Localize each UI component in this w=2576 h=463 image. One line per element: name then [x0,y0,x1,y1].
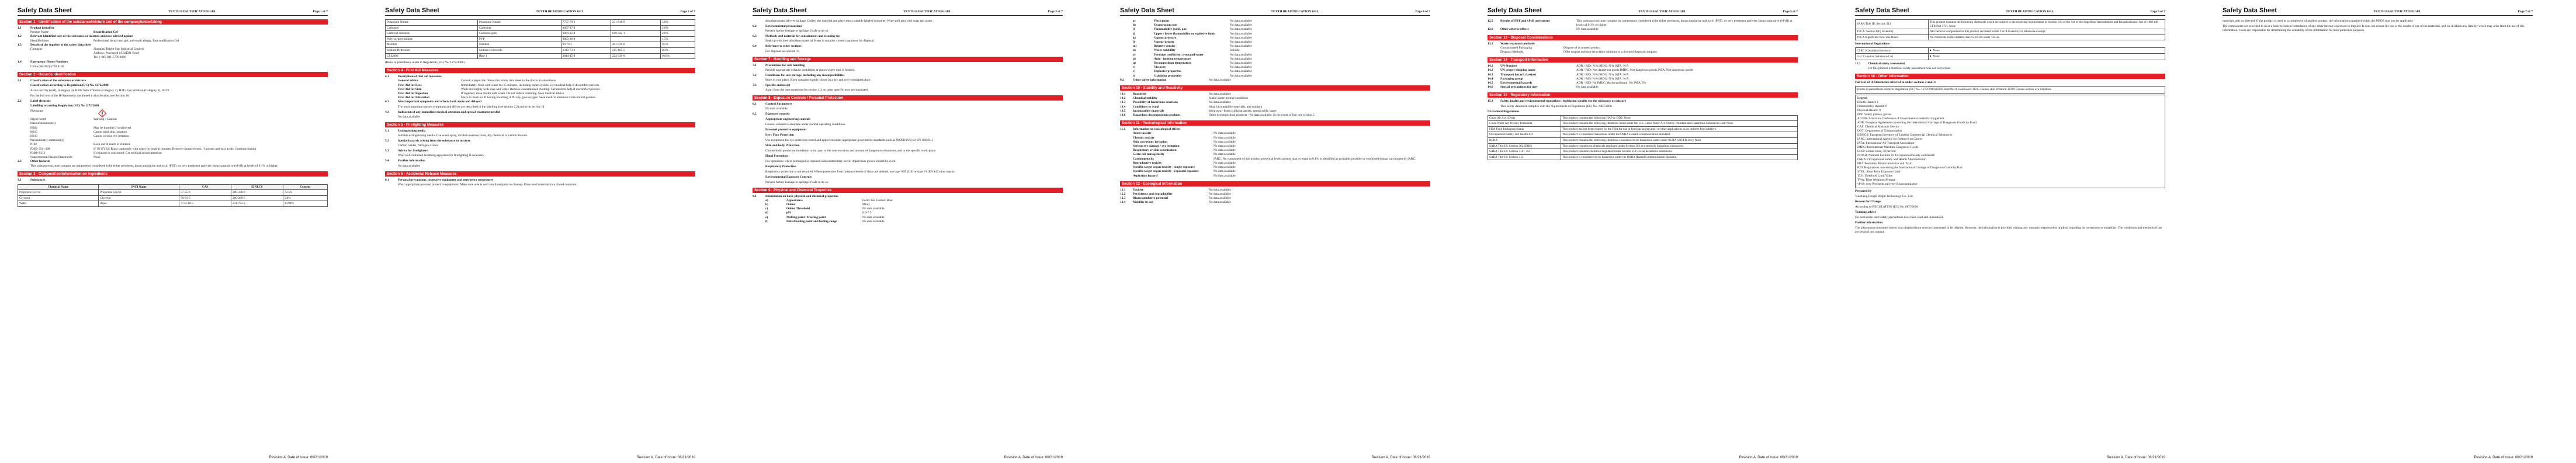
list-item: 10.6 Hazardous decomposition products Other decomposition products - No data available. In the event of fire: see section 5 [1120,113,1315,118]
list-item: Skin corrosion / irritation No data available [1133,140,1236,144]
symptoms-text: The most important known symptoms and effects are described in the labelling (see section 2.2) and/or in section 11. [398,105,546,109]
row-9-2: 9.2 Other safety information No data available [1120,78,1231,82]
respiratory-protection-title: Respiratory Protection [765,164,796,168]
list-item: TLV: Threshold Limit Value [1857,174,1892,178]
prepared-by-label: Prepared by [1855,189,1872,193]
list-item: e) Melting point / freezing point No data available [765,215,885,219]
product-line: TEXTH BEAUTIFICATION GEL [168,10,217,13]
page-number: Page 7 of 7 [2518,10,2533,13]
prepared-by: Yuncheng Hengli Bright Technology Co., Ltd. [1855,194,1913,198]
table-row: Menthol Menthol 89-78-1 201-939-0 0.5% [386,42,695,48]
table-row: Clean Water Act Priority Pollutants This product contains the following chemicals listed under the U.S. Clean Water Act Priority Pollutant and Hazardous Substances List: None [1488,121,1798,127]
table-row: Water Aqua 7732-18-5 231-791-2 10.99% [18,201,328,207]
environmental-text: Prevent further leakage or spillage if safe to do so. [765,29,829,33]
exclamation-pictogram-icon [98,109,106,118]
section-7-heading: Section 7 - Handling and Storage [753,57,1063,62]
legend-title: Legend [1857,96,1867,100]
personal-precautions-text: Wear appropriate personal protective equipment. Make sure area is well ventilated prior to cleanup. Place used materials in a closed container. [398,182,577,186]
engineering-controls-title: Appropriate engineering controls [765,117,810,121]
medical-attention-text: No data available [398,115,420,119]
list-item: ADR: European Agreement concerning the International Carriage of Dangerous Goods by Road [1857,120,1977,125]
section-2-heading: Section 2 - Hazards Identification [18,72,328,77]
row-first-aid-ingestion: First Aid for Ingestion If ingested, rinse mouth with water. Do not induce vomiting. Seek medical advice. [398,91,565,95]
list-item: 12.3 Bioaccumulative potential No data available [1120,196,1231,201]
page-4 [1107,0,1443,463]
page-number: Page 6 of 7 [2150,10,2165,13]
product-line: TEXTH BEAUTIFICATION GEL [1638,10,1687,13]
section-16-heading: Section 16 - Other Information [1855,74,2165,79]
further-info-label: Further information [1855,220,1883,224]
table-row: Glycerol Glycerin 56-81-5 200-289-5 5.0% [18,195,328,201]
row-1-2: 1.2 Relevant identified uses of the substance or mixture and uses advised against [18,34,134,39]
section-11-heading: Section 11 - Toxicological Information [1120,120,1430,126]
h-statements-box: (Items in parenthesis relate to Regulation (EC) No. 1272/2008) H302 Harmful if swallowed. H315 Causes skin irritation. H319 Causes serious eye irritation. [1855,86,2165,94]
product-line: TEXTH BEAUTIFICATION GEL [536,10,584,13]
row-5-1: 5.1 Extinguishing media [385,129,426,133]
further-info-text: The information presented herein was obtained from sources considered to be reliable. However, the information is provided without any warranty, expressed or implied, regarding its correctness or suitability. The conditions and methods of use are beyond our control. [1855,226,2162,234]
reason-label: Reason for Change [1855,199,1881,203]
table-row: List: Canadian Substance List ■ None [1856,54,2165,60]
section-12-heading: Section 12 - Ecological Information [1120,181,1430,186]
page-header [385,7,695,16]
list-item: Germ cell mutagenicity No data available [1133,153,1236,157]
list-item: LD50: Lethal Dose, 50 percent [1857,149,1896,153]
page-6 [1842,0,2178,463]
list-item: d) pH 6.0-7.5 [765,211,872,215]
section-4-heading: Section 4 - First Aid Measures [385,68,695,73]
special-hazards-text: Carbon oxides, Nitrogen oxides [398,144,438,148]
table-row: CI 42090 Blue 1 3844-45-9 223-339-8 0.01% [386,53,695,59]
table-header-row: Chemical Name INCI Name CAS EINECS Content [18,184,328,190]
row-1-4: 1.4 Emergency Phone Numbers [18,60,68,64]
section-14-heading: Section 14 - Transport Information [1488,57,1798,63]
row-tel: Tel: (+86) 021-5778 4666 [93,56,126,60]
row-6-3: 6.3 Methods and material for containment and cleaning up [753,34,840,39]
composition-table [18,184,328,207]
list-item: h) Evaporation rate No data available [1133,23,1252,27]
row-13-1: 13.1 Waste treatment methods [1488,42,1535,46]
row-first-aid-skin: First Aid for Skin Wash thoroughly with soap and water. Remove contaminated clothing. Get medical help if discomfort persists. [398,87,601,91]
list-item: OSHA: Occupational Safety and Health Administration [1857,157,1926,161]
international-title: International Regulations [1855,42,1890,46]
doc-title: Safety Data Sheet [1855,7,1909,14]
row-signal-word: Signal word Warning / Caution [30,118,117,122]
other-hazards-text: This substance/mixture contains no components considered to be either persistent, bioaccumulative and toxic (PBT), or very persistent and very bioaccumulative (vPvB) at levels of 0.1% or higher. [30,164,278,168]
list-item: s) Explosive properties No data available [1133,70,1252,74]
row-15-1: 15.1 Safety, health and environmental regulations / legislation specific for the substance or mixture [1488,99,1627,103]
table-row: CSRC (Canadian Inventory) ■ None [1856,48,2165,54]
table-row: SARA Title III: Section 302 (EHS) This product contains no chemicals regulated under Section 302 as extremely hazardous substances. [1488,143,1798,149]
row-first-aid-inhalation: First Aid for Inhalation Move to fresh air. If having breathing difficulty, give oxygen. Seek medical attention if discomfort persists. [398,96,597,100]
doc-title: Safety Data Sheet [385,7,439,14]
list-item: DOT: Department of Transportation [1857,129,1902,133]
list-item: 10.2 Chemical stability Stable under normal conditions [1120,96,1249,101]
row-4-1: 4.1 Description of first aid measures [385,75,442,79]
table-row: Sodium Hydroxide Sodium Hydroxide 1310-73-2 215-185-5 0.3% [386,47,695,53]
section-5-heading: Section 5 - Firefighting Measures [385,122,695,127]
list-item: 12.4 Mobility in soil No data available [1120,201,1231,205]
list-item: 10.5 Incompatible materials Keep away from oxidizing agents, strong acids, bases [1120,109,1277,113]
environmental-controls-text: Prevent further leakage or spillage if safe to do so. [765,180,829,184]
respiratory-protection-text: Respiratory protection is not required. Where protection from nuisance levels of dusts are desired, use type N95 (US) or type P1 (EN 143) dust masks. [765,170,955,174]
list-item: 14.3 Transport hazard class(es) ADR / RID: N/A IMDG: N/A IATA: N/A [1488,72,1629,77]
list-item: 12.1 Toxicity No data available [1120,188,1231,192]
product-line: TEXTH BEAUTIFICATION GEL [1271,10,1319,13]
skin-protection-text: Choose body protection in relation to its type, to the concentration and amount of dangerous substances, and to the specific work-place. [765,148,937,153]
labelling-title: Labelling according Regulation (EC) No 1272/2008 [30,104,99,108]
doc-title: Safety Data Sheet [2223,7,2277,14]
row-7-3: 7.3 Specific end use(s) [753,84,791,88]
list-item: 10.4 Conditions to avoid Heat, incompatible materials, and sunlight [1120,105,1263,109]
row-5-3: 5.3 Advice for firefighters [385,149,428,153]
section-13-heading: Section 13 - Disposal Considerations [1488,35,1798,40]
chemical-safety-text: For this product a chemical safety assessment was not carried out. [1868,66,1951,70]
page-header [2223,7,2533,16]
row-2-1: 2.1 Classification of the substance or mixture [18,78,86,82]
row-identified-uses: Identified uses Professional dental use, gel, anti-tooth allergy, Rejuvenification Gel [30,39,179,43]
row-1-1: 1.1 Product identifier [18,26,55,30]
regulations-table [1488,115,1798,161]
containment-text: Soak up with inert absorbent material. Keep in suitable, closed containers for disposal. [765,39,875,43]
table-row: Occupational Safety and Health Act This product is considered hazardous under the OSHA Hazard Communication Standard. [1488,132,1798,138]
table-row: SARA Title III: Section 313 This product is considered to be hazardous under the OSHA Hazard Communication Standard. [1488,154,1798,160]
list-item: 14.1 UN-Number ADR / RID: N/A IMDG: N/A IATA: N/A [1488,64,1629,68]
list-item: EINECS: European Inventory of Existing Commercial Chemical Substances [1857,133,1953,137]
page-header [1488,7,1798,16]
reference-text: For disposal see section 13. [765,49,800,53]
skin-protection-title: Skin and body Protection [765,143,800,147]
list-item: Contaminated Packaging Dispose of as unused product [1500,46,1601,50]
row-hazard-statements: Hazard statement(s) [30,122,56,126]
list-item: NIOSH: National Institute for Occupational Safety and Health [1857,153,1935,157]
row-pictogram: Pictogram [18,109,328,118]
row-6-1: 6.1 Personal precautions, protective equipment and emergency procedures [385,178,493,182]
list-item: Flammability Hazard: 0 [1857,104,1887,108]
composition-table-continued [385,19,695,59]
list-item: 12.2 Persistence and degradability No data available [1120,192,1231,196]
row-15-2: 15.2 Chemical safety assessment [1855,61,1905,65]
engineering-controls-text: General exhaust is adequate under normal operating conditions. [765,122,846,126]
table-row: Propylene Glycol Propylene Glycol 57-55-6 200-338-0 72.5% [18,190,328,196]
page-header [1855,7,2165,16]
row-company: Company Shanghai Bright Star Industrial Limited [30,47,144,51]
list-item: g) Flash point No data available [1133,19,1252,23]
firefighter-advice-text: Wear self-contained breathing apparatus for firefighting if necessary. [398,154,485,158]
training-text: Do not handle until safety precautions have been read and understood. [1855,215,1944,219]
classification-text: Acute toxicity (oral), (Category 4), H302 Skin irritation (Category 2), H315 Eye irritation (Category 2), H319 [30,89,169,93]
list-item: PPE: Safety glasses, gloves [1857,112,1892,116]
row-supplemental: Supplemental Hazard Statements None [30,156,100,160]
row-address: Address: Provinced of B2D21 Road [93,51,139,56]
row-5-4: 5.4 Further information [385,159,426,163]
table-row: RCRA This product contains the following chemicals considered to be hazardous waste under RCRA (40CFR 261): None [1488,138,1798,144]
environmental-controls-title: Environmental Exposure Controls [765,175,812,179]
table-row: TSCA: Section 8(b) Inventory All chemical components in this product are listed on the TSCA inventory or otherwise exempt. [1856,29,2165,35]
section-6-heading: Section 6 - Accidental Release Measures [385,171,695,177]
page-7 [2210,0,2546,463]
page-number: Page 1 of 7 [313,10,328,13]
row-p305: P305+351+338 IF IN EYES: Rinse cautiously with water for several minutes. Remove contact lenses, if present and easy to do. Continue rinsing [30,147,256,151]
page-number: Page 5 of 7 [1783,10,1798,13]
list-item: m) Relative density No data available [1133,44,1252,49]
row-general-advice: General advice Consult a physician. Show this safety data sheet to the doctor in attendance. [398,79,557,83]
list-item: 14.5 Environmental hazards ADR / RID: No IMDG Marine pollutant: No IATA: No [1488,81,1646,85]
doc-title: Safety Data Sheet [753,7,807,14]
emergency-number: China (86-021) 5778 4136 [30,64,64,68]
disclaimer-text-2: The components are provided to us in a basic technical formulation of any other interest expressed or implied. It does not ensure the use or the results of use of the materials, and we disclaim any liability which may arise from the use of this information. Users are responsible for determining the suitability of the information for their particular purposes. [2223,25,2525,32]
table-row: SARA Title III: Section 313 This product contains the following chemicals which are subject to the reporting requirements of Section 313 of the Act of the Superfund Amendments and Reauthorization Act of 1986 (40 CFR Part 372): None [1856,20,2165,29]
list-item: Carcinogenicity IARC: No component of this product present at levels greater than or equal to 0.1% is identified as probable, possible or confirmed human carcinogen by IARC. [1133,157,1416,161]
doc-title: Safety Data Sheet [1488,7,1542,14]
list-item: IARC: International Agency for Research on Cancer [1857,137,1923,141]
product-line: TEXTH BEAUTIFICATION GEL [903,10,952,13]
list-item: Health Hazard: 1 [1857,100,1879,104]
list-item: TWA: Time Weighted Average [1857,178,1896,182]
list-item: IMDG: International Maritime Dangerous Goods [1857,145,1919,149]
revision-footer: Revision A, Date of Issue: 06/21/2019 [269,456,328,459]
list-item: 14.6 Special precautions for user No data available [1488,85,1599,89]
row-h319: H319 Causes serious eye irritation [30,134,129,139]
list-item: o) Partition coefficient: n-octanol/water No data available [1133,53,1252,57]
table-row: SARA Title III: Section 311 / 312 This product contains chemicals regulated under Section 311/312 as hazardous substances. [1488,149,1798,155]
list-item: IATA: International Air Transport Association [1857,141,1915,145]
row-product-name: Product Name Beautification Gel [30,30,118,34]
list-item: i) Flammability (solid, gas) No data available [1133,27,1252,32]
list-item: Chronic toxicity No data available [1133,136,1236,140]
row-h302: H302 May be harmful if swallowed [30,126,131,130]
row-4-2: 4.2 Most important symptoms and effects, both acute and delayed [385,100,481,104]
list-item: 12.5 Results of PBT and vPvB assessment This substance/mixture contains no components considered to be either persistent, bioaccumulative and toxic (PBT), or very persistent and very bioaccumulative (vPvB) at levels of 0.1% or higher. [1488,19,1793,27]
list-item: CAS: Chemical Abstracts Service [1857,125,1899,129]
ppe-title: Personal protective equipment [765,127,807,132]
list-item: 12.6 Other adverse effects No data available [1488,27,1599,32]
list-item: RID: Regulations concerning the International Carriage of Dangerous Goods by Rail [1857,165,1963,170]
eye-protection-text: Use equipment for eye protection tested and approved under appropriate government standards such as NIOSH (US) or EN 166(EU). [765,138,934,142]
list-item: q) Decomposition temperature No data available [1133,61,1252,65]
row-6-4: 6.4 Reference to other sections [753,44,802,49]
eye-protection-title: Eye / Face Protection [765,133,794,137]
row-2-2: 2.2 Label elements [18,99,51,103]
section-3-heading: Section 3 - Composition/information on ingredients [18,171,328,177]
extinguishing-text: Suitable extinguishing media: Use water spray, alcohol-resistant foam, dry chemical or carbon dioxide. [398,133,528,137]
page-2 [372,0,708,463]
row-precautionary: Precautionary statement(s) [30,139,64,143]
list-item: 10.3 Possibility of hazardous reactions No data available [1120,101,1231,105]
row-6-2: 6.2 Environmental precautions [753,25,802,28]
row-5-2: 5.2 Special hazards arising from the substance or mixture [385,139,471,143]
classification-note: For the full text of the H-Statements mentioned in this Section, see Section 16. [30,94,130,98]
revision-footer: Revision A, Date of Issue: 06/21/2019 [1739,456,1798,459]
row-11-1: 11.1 Information on toxicological effects [1120,127,1181,132]
page-1 [5,0,341,463]
training-label: Training advice [1855,210,1876,214]
list-item: Acute toxicity No data available [1133,132,1236,136]
properties-list [1120,19,1430,78]
list-item: Physical Hazard: 0 [1857,108,1881,112]
list-item: 14.2 UN proper shipping name ADR / RID: Not dangerous goods IMDG: Not dangerous goods IATA: Not dangerous goods [1488,68,1693,72]
row-8-2: 8.2 Exposure controls [753,112,790,116]
revision-footer: Revision A, Date of Issue: 06/21/2019 [2474,456,2533,459]
further-info-text: No data available [398,164,420,168]
product-line: TEXTH BEAUTIFICATION GEL [2373,10,2422,13]
page-number: Page 2 of 7 [680,10,695,13]
list-item: Serious eye damage / eye irritation No data available [1133,144,1236,148]
table-row: Clean Air Act (CAA) This product contains the following HAP or ODS: None [1488,115,1798,121]
list-item: Respiratory or skin sensitization No data available [1133,148,1236,153]
product-line: TEXTH BEAUTIFICATION GEL [2006,10,2054,13]
end-use-text: Apart from the uses mentioned in section 1.2 no other specific uses are stipulated [765,88,868,92]
section-15-heading: Section 15 - Regulatory Information [1488,92,1798,98]
storage-text: Store in cool place. Keep container tightly closed in a dry and well-ventilated place. [765,78,871,82]
international-table [1855,47,2165,60]
table-note: (Items in parenthesis relate to Regulation (EC) No. 1272/2008) [385,61,465,65]
reason-text: According to REGULATION (EC) No 1907/2006 [1855,205,1918,209]
control-params-text: No data available [765,107,788,111]
row-first-aid-eyes: First Aid for Eyes Immediately flush with water for 15 minutes, including under eyelids. Get medical help if discomfort persists. [398,83,600,87]
revision-footer: Revision A, Date of Issue: 06/21/2019 [1004,456,1063,459]
row-7-2: 7.2 Conditions for safe storage, including any incompatibilities [753,73,845,77]
list-item: r) Viscosity No data available [1133,65,1252,70]
row-2-3: 2.3 Other hazards [18,160,50,164]
list-item: k) Vapour pressure No data available [1133,36,1252,40]
revision-footer: Revision A, Date of Issue: 06/21/2019 [1371,456,1430,459]
table-row: Carbomer Carbomer 9007-17-4 2.0% [386,25,695,31]
list-item: j) Upper / lower flammability or explosive limits No data available [1133,32,1252,36]
section-9-heading: Section 9 - Physical and Chemical Properties [753,188,1063,193]
disclaimer-text-1: materials only as directed. If the product is used as a component of another product, the information contained within the MSDS may not be applicable. [2223,19,2414,23]
hand-protection-title: Hand Protection [765,154,788,158]
list-item: vPvB: very Persistent and very Bioaccumulative [1857,182,1918,186]
regulations-table-continued [1855,19,2165,40]
row-p102: P102 Keep out of reach of children [30,143,131,147]
row-7-1: 7.1 Precautions for safe handling [753,63,805,67]
handling-text: Provide appropriate exhaust ventilation at places where dust is formed. [765,68,855,72]
table-row: Carboxyl cellulose Cellulose gum 9004-32-4 618-422-1 2.0% [386,31,695,37]
page-number: Page 4 of 7 [1415,10,1430,13]
doc-title: Safety Data Sheet [1120,7,1174,14]
list-item: 10.1 Reactivity No data available [1120,92,1231,96]
list-item: p) Auto - ignition temperature No data available [1133,57,1252,61]
continued-text: absorbent material over spillage. Collect the material and place into a suitable labeled container. Wipe spill area with soap and water. [765,19,933,23]
section-10-heading: Section 10 - Stability and Reactivity [1120,85,1430,91]
page-header [1120,7,1430,16]
list-item: l) Vapour density No data available [1133,40,1252,44]
list-item: a) Appearance Form: Gel Colour: Blue [765,198,893,202]
row-p308: P308+P313 If exposed or concerned: Get medical advice/attention [30,151,162,155]
table-row: Potassium Nitrate Potassium Nitrate 7757-79-1 231-818-8 5.0% [386,20,695,26]
list-item: Specific target organ toxicity - single exposure No data available [1133,165,1236,170]
list-item: n) Water solubility Soluble [1133,49,1240,53]
list-item: ACGIH: American Conference of Governmental Industrial Hygienists [1857,116,1944,120]
row-1-3: 1.3 Details of the supplier of the safety data sheet [18,43,92,47]
table-row: FDA Food Packaging Status This product has not been cleared by the FDA for use in food packaging and / or other applications as an indirect food additive. [1488,126,1798,132]
list-item: b) Odour Minty [765,203,871,207]
legend-box [1855,95,2165,188]
row-8-1: 8.1 Control Parameters [753,102,792,106]
row-4-3: 4.3 Indication of any immediate medical attention and special treatment needed [385,110,500,114]
list-item: f) Initial boiling point and boiling range No data available [765,219,885,223]
section-1-heading: Section 1 - Identification of the substance/mixture and of the company/undertaking [18,19,328,25]
doc-title: Safety Data Sheet [18,7,72,14]
list-item: 14.4 Packaging group ADR / RID: N/A IMDG: N/A IATA: N/A [1488,77,1629,81]
list-item: Reproductive toxicity No data available [1133,161,1236,165]
list-item: Specific target organ toxicity - repeated exposure No data available [1133,170,1236,174]
row-9-1: 9.1 Information on basic physical and chemical properties [753,194,839,198]
page-3 [740,0,1076,463]
list-item: STEL: Short Term Exposure Limit [1857,170,1901,174]
list-item: PBT: Persistent, Bioaccumulative and Toxic [1857,161,1912,165]
h-statements-title: Full text of H-Statements referred to under sections 2 and 3: [1855,80,1936,84]
table-row: Polyvinylpyrrolidone PVP 9003-39-8 1.5% [386,36,695,42]
hand-protection-text: For operations where prolonged or repeated skin contact may occur, impervious gloves should be worn. [765,159,896,163]
section-8-heading: Section 8 - Exposure Controls / Personal Protection [753,95,1063,101]
classification-title: Classification according to Regulation (EC) No. 1272/2008 [30,84,109,88]
list-item: t) Oxidizing properties No data available [1133,74,1252,78]
page-header [18,7,328,16]
revision-footer: Revision A, Date of Issue: 06/21/2019 [2106,456,2165,459]
page-header [753,7,1063,16]
revision-footer: Revision A, Date of Issue: 06/21/2019 [636,456,695,459]
us-federal-title: US Federal Regulations [1488,109,1520,113]
list-item: c) Odour Threshold No data available [765,207,885,211]
row-3-1: 3.1 Substances [18,178,46,182]
list-item: Aspiration hazard No data available [1133,174,1236,178]
page-5 [1475,0,1811,463]
row-h315: H315 Causes mild skin irritation [30,130,127,134]
list-item: Disposal Methods Offer surplus and non-recyclable solutions to a licensed disposal company. [1500,50,1658,54]
table-row: TSCA Significant New Use Rules No chemicals in this material have a SNUR under TSCA. [1856,34,2165,40]
page-number: Page 3 of 7 [1048,10,1063,13]
regulation-text: This safety datasheet complies with the requirements of Regulation (EC) No. 1907/2006. [1500,104,1613,108]
